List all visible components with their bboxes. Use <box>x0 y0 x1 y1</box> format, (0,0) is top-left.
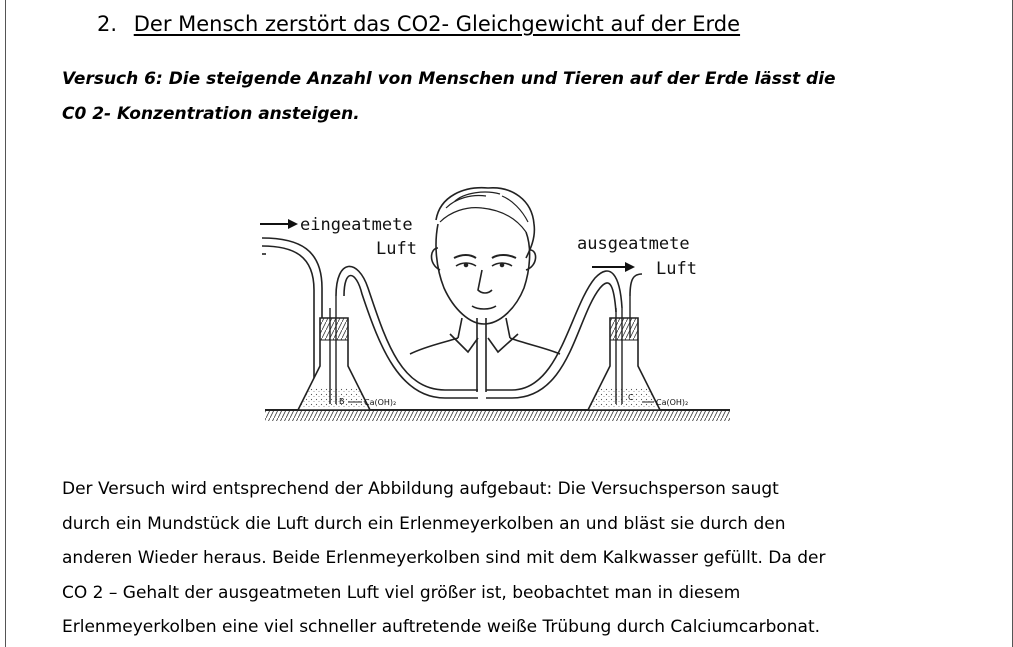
section-number: 2. <box>97 12 118 36</box>
person-figure <box>410 188 560 354</box>
inhaled-label-line-1: eingeatmete <box>300 215 413 235</box>
experiment-illustration <box>250 178 750 450</box>
inhaled-label-line-2: Luft <box>376 239 417 259</box>
reagent-right-label: Ca(OH)₂ <box>656 398 689 407</box>
connecting-tube-left <box>336 266 478 398</box>
experiment-drawing <box>250 178 750 450</box>
left-flask <box>298 296 396 410</box>
connecting-tube-right <box>486 271 622 398</box>
inhaled-arrow-icon <box>260 219 298 229</box>
experiment-description <box>62 472 942 645</box>
exhaled-label-line-1: ausgeatmete <box>577 234 690 254</box>
right-flask <box>588 296 688 410</box>
page-border-left <box>5 0 6 647</box>
section-title: Der Mensch zerstört das CO2- Gleichgewicht auf der Erde <box>133 12 741 36</box>
exhaled-arrow-icon <box>592 262 635 272</box>
section-heading <box>97 12 740 36</box>
experiment-title <box>62 62 962 132</box>
outlet-tube <box>630 274 642 296</box>
description-line: Der Versuch wird entsprechend der Abbildung aufgebaut: Die Versuchsperson saugt <box>62 479 779 499</box>
reagent-left-label: Ca(OH)₂ <box>364 398 397 407</box>
experiment-title-line-2: C0 2- Konzentration ansteigen. <box>62 104 360 124</box>
description-line: anderen Wieder heraus. Beide Erlenmeyerkolben sind mit dem Kalkwasser gefüllt. Da der <box>62 548 826 568</box>
exhaled-label-line-2: Luft <box>656 259 697 279</box>
description-line: durch ein Mundstück die Luft durch ein Erlenmeyerkolben an und bläst sie durch den <box>62 513 786 534</box>
flask-left-letter: B <box>339 397 345 406</box>
description-line: Erlenmeyerkolben eine viel schneller auftretende weiße Trübung durch Calciumcarbonat. <box>62 617 821 637</box>
mouthpiece <box>477 318 486 392</box>
description-line: CO 2 – Gehalt der ausgeatmeten Luft viel größer ist, beobachtet man in diesem <box>62 582 741 603</box>
flask-right-letter: C <box>628 393 634 402</box>
experiment-title-line-1: Versuch 6: Die steigende Anzahl von Menschen und Tieren auf der Erde lässt die <box>62 69 836 89</box>
inlet-tube <box>262 238 322 400</box>
table-surface <box>265 410 730 421</box>
